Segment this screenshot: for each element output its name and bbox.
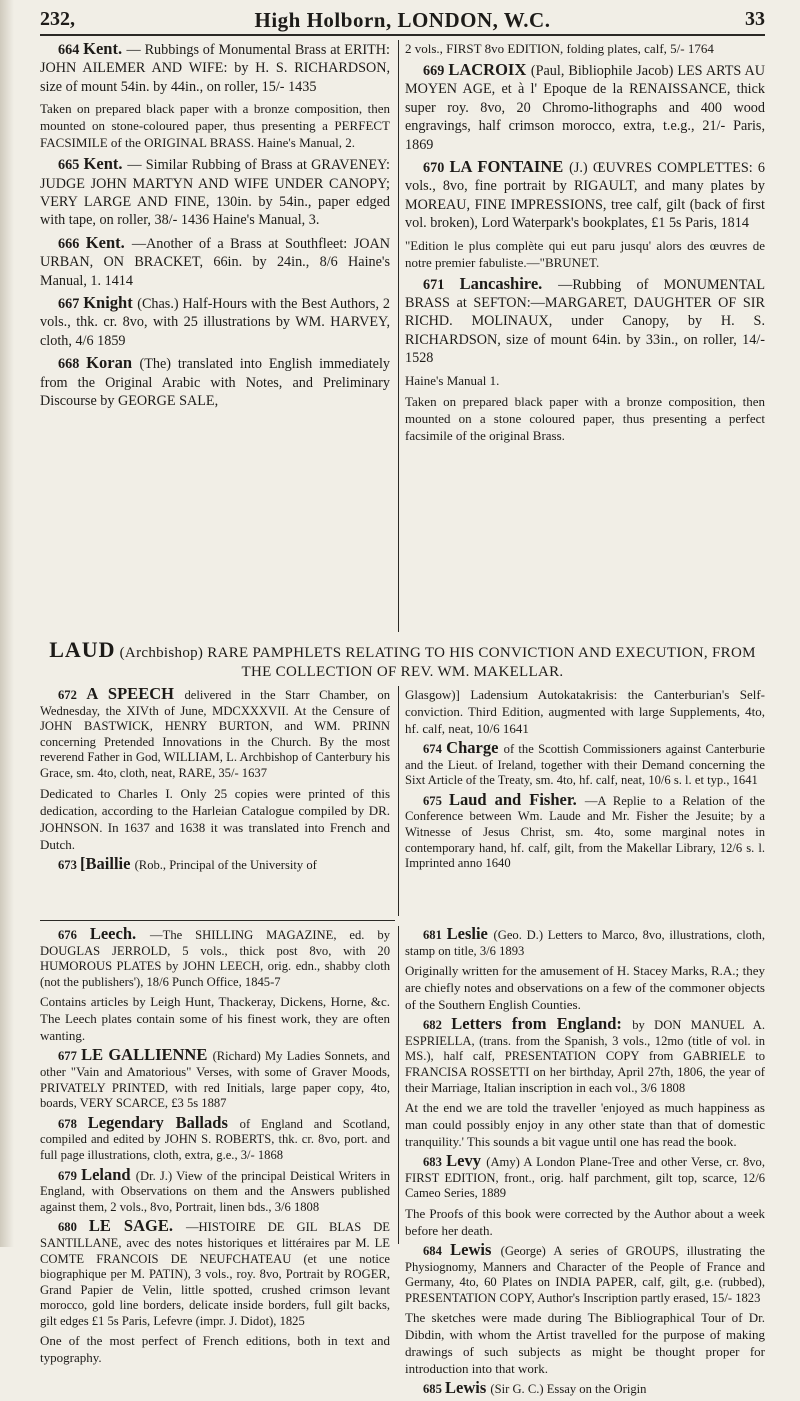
entry-heading: LE GALLIENNE — [81, 1045, 213, 1065]
entry-text: — Rubbings of Monumental Brass at ERITH: JOHN AILEMER AND WIFE: by H. S. RICHARDSON, size of mount 54in. by 44in., on roller, 15/- 1435 — [40, 42, 390, 95]
entry-text: (J.) ŒUVRES COMPLETTES: 6 vols., 8vo, fine portrait by RIGAULT, and many plates by MOREAU, FINE IMPRESSIONS, tree calf, gilt (back of first vol. broken), Lord Waterpark's bookplates, £1 5s Paris, 1814 — [405, 160, 765, 232]
entry-text: Glasgow)] Ladensium Autokatakrisis: the Canterburian's Self-conviction. Third Edition, augmented with large Supplements, 4to, hf. calf, neat, 10/6 1641 — [405, 687, 765, 736]
entry-text: delivered in the Starr Chamber, on Wednesday, the XIVth of June, MDCXXXVII. At the Censure of JOHN BASTWICK, HENRY BURTON, and WM. PRINN concerning Pretended Innovations in the Church. By the most reverend Father in God, WILLIAM, L. Archbishop of Canterbury his Grace, sm. 4to, cloth, neat, RARE, 35/- 1637 — [40, 688, 390, 780]
lot-number: 684 — [423, 1243, 451, 1258]
lot-number: 680 — [58, 1220, 89, 1235]
lot-number: 666 — [58, 235, 86, 252]
entry-note — [405, 40, 765, 57]
lot-number: 679 — [58, 1168, 82, 1183]
lot-number: 664 — [58, 42, 84, 58]
entry-heading: A SPEECH — [86, 684, 185, 703]
lot-number: 667 — [58, 296, 84, 313]
entry-text: — Similar Rubbing of Brass at GRAVENEY: JUDGE JOHN MARTYN AND WIFE UNDER CANOPY; VERY LARGE AND FINE, 130in. by 54in., paper edged with tape, on roller, 38/- 1436 Haine's Manual, 3. — [40, 157, 391, 229]
entry-heading: Letters from England: — [451, 1014, 633, 1034]
entry-text: At the end we are told the traveller 'enjoyed as much happiness as man could possibly enjoy in any other state than that of domestic tranquility.' This sounds a bit vague until one has read the book. — [405, 1100, 765, 1150]
lot-number: 677 — [58, 1049, 82, 1064]
catalogue-entry-669 — [405, 61, 765, 154]
entry-heading: [Baillie — [80, 853, 135, 873]
laud-section-title: LAUD — [49, 637, 116, 662]
entry-heading: Kent. — [83, 39, 127, 58]
entry-text: —Rubbing of MONUMENTAL BRASS at SEFTON:—MARGARET, DAUGHTER OF SIR RICHD. MOLINAUX, under Canopy, by H. S. RICHARDSON, size of mount 64in. by 33in., on roller, 14/- 1528 — [405, 276, 766, 367]
entry-heading: Leland — [81, 1164, 136, 1184]
lot-number: 671 — [423, 276, 460, 293]
entry-note — [405, 237, 765, 271]
entry-text: 2 vols., FIRST 8vo EDITION, folding plates, calf, 5/- 1764 — [405, 41, 714, 56]
entry-heading: LA FONTAINE — [449, 157, 570, 177]
entry-text: (Geo. D.) Letters to Marco, 8vo, illustrations, cloth, stamp on title, 3/6 1893 — [405, 928, 765, 958]
entry-text: —The SHILLING MAGAZINE, ed. by DOUGLAS JERROLD, 5 vols., thick post 8vo, with 20 HUMOROUS PLATES by JOHN LEECH, orig. edn., shabby cloth (not the publishers'), 18/6 Punch Office, 1845-7 — [40, 928, 390, 989]
entry-text: by DON MANUEL A. ESPRIELLA, (trans. from the Spanish, 3 vols., 12mo (title of vol. in MS.), half calf, PRESENTATION COPY from GABRIELE to FRANCISA ROSSETTI on her birthday, April 27th, 1806, the year of their Marriage, Italian inscription in each vol., 3/6 1808 — [405, 1018, 766, 1095]
lot-number: 674 — [423, 742, 447, 756]
catalogue-entry-673 — [40, 853, 390, 874]
entry-text: —HISTOIRE DE GIL BLAS DE SANTILLANE, avec des notes historiques et littéraires par M. LE COMTE FRANCOIS DE NEUFCHATEAU (et une notice biographique per M. PATIN), 3 vols., roy. 8vo, Portrait by ROGER, Grand Papier de Velin, little spotted, crushed crimson levant morocco, gold line borders, delicate inside borders, full gilt backs, gilt edges £1 5s Paris, Lefevre (impr. J. Didot), 1825 — [40, 1220, 390, 1328]
entry-heading: Lewis — [450, 1239, 501, 1259]
page-title: High Holborn, LONDON, W.C. — [254, 8, 551, 32]
catalogue-entry-677 — [40, 1047, 390, 1111]
entry-heading: Knight — [83, 293, 138, 313]
catalogue-entry-667 — [40, 294, 390, 350]
entry-text: (The) translated into English immediately from the Original Arabic with Notes, and Preliminary Discourse by GEORGE SALE, — [40, 356, 390, 410]
entry-text: Originally written for the amusement of H. Stacey Marks, R.A.; they are chiefly notes and observations on a few of the commoner objects of the Southern English Counties. — [405, 963, 765, 1013]
catalogue-entry-685 — [405, 1380, 765, 1398]
catalogue-entry-680 — [40, 1218, 390, 1329]
catalogue-entry-684 — [405, 1239, 765, 1306]
entry-text: "Edition le plus complète qui eut paru jusqu' alors des œuvres de notre premier fabuliste.—"BRUNET. — [405, 237, 765, 270]
catalogue-entry-681 — [405, 926, 765, 959]
entry-text: (Dr. J.) View of the principal Deistical Writers in England, with Observations on them and the Answers published against them, 2 vols., 8vo, Portrait, linen bds., 3/6 1808 — [40, 1168, 390, 1214]
entry-note — [40, 993, 390, 1044]
entry-heading: LACROIX — [448, 60, 531, 79]
laud-section-subtitle: (Archbishop) RARE PAMPHLETS RELATING TO HIS CONVICTION AND EXECUTION, FROM THE COLLECTION OF REV. WM. MAKELLAR. — [119, 645, 756, 680]
entry-heading: Lancashire. — [459, 273, 559, 293]
catalogue-entry-676 — [40, 926, 390, 990]
entry-text: The Proofs of this book were corrected by the Author about a week before her death. — [405, 1205, 765, 1238]
lot-number: 676 — [58, 928, 90, 942]
entry-heading: Kent. — [83, 154, 128, 174]
catalogue-entry-679 — [40, 1164, 390, 1216]
right-column-top — [405, 40, 765, 448]
catalogue-entry-675 — [405, 789, 765, 872]
catalogue-entry-671 — [405, 275, 765, 368]
entry-heading: Lewis — [445, 1378, 491, 1398]
right-column-laud — [405, 686, 765, 875]
entry-text: —Another of a Brass at Southfleet: JOAN URBAN, ON BRACKET, 66in. by 24in., 8/6 Haine's Manual, 1. 1414 — [40, 235, 390, 289]
right-column-bottom — [405, 926, 765, 1401]
entry-text: Taken on prepared black paper with a bronze composition, then mounted on stone-coloured paper, thus presenting a PERFECT FACSIMILE of the ORIGINAL BRASS. Haine's Manual, 2. — [40, 101, 390, 151]
lot-number: 678 — [58, 1116, 88, 1131]
catalogue-entry-672 — [40, 686, 390, 782]
entry-text: Haine's Manual 1. — [405, 372, 500, 388]
entry-heading: Leslie — [446, 924, 494, 943]
lot-number: 675 — [423, 793, 449, 808]
left-column-laud — [40, 686, 390, 876]
entry-note — [405, 1205, 765, 1239]
entry-note — [40, 1332, 390, 1366]
entry-heading: Laud and Fisher. — [448, 789, 585, 809]
entry-text: (Paul, Bibliophile Jacob) LES ARTS AU MOYEN AGE, et à l' Epoque de la RENAISSANCE, thick super roy. 8vo, 20 Chromo-lithographs and 400 wood engravings, half crimson morocco, extra, t.e.g., 21/- Paris, 1869 — [405, 63, 765, 153]
lot-number: 683 — [423, 1155, 447, 1170]
lot-number: 665 — [58, 157, 84, 174]
catalogue-entry-670 — [405, 158, 765, 233]
lot-number: 681 — [423, 928, 447, 942]
entry-text: of England and Scotland, compiled and edited by JOHN S. ROBERTS, thk. cr. 8vo, port. and full page illustrations, cloth, extra, g.e., 3/- 1868 — [40, 1116, 390, 1162]
entry-text: of the Scottish Commissioners against Canterburie and the Lieut. of Ireland, together with their Demand concerning the Sixt Article of the Treaty, sm. 4to, hf. calf, neat, 10/6 s. l. et typ., 1641 — [405, 742, 765, 788]
entry-note — [405, 393, 765, 444]
entry-text: Contains articles by Leigh Hunt, Thackeray, Dickens, Horne, &c. The Leech plates contain some of his finest work, they are often wanting. — [40, 994, 390, 1044]
catalogue-entry-683 — [405, 1153, 765, 1202]
catalogue-entry-668 — [40, 354, 390, 410]
entry-heading: Charge — [446, 738, 504, 757]
entry-text: (Amy) A London Plane-Tree and other Verse, cr. 8vo, FIRST EDITION, front., orig. half parchment, gilt top, scarce, 12/6 Cameo Series, 1889 — [405, 1155, 765, 1201]
entry-text: Dedicated to Charles I. Only 25 copies were printed of this dedication, according to the Harleian Catalogue compiled by DR. JOHNSON. In 1637 and 1638 it was translated into French and Dutch. — [40, 785, 390, 852]
entry-heading: Levy — [446, 1151, 487, 1171]
lot-number: 672 — [58, 688, 87, 702]
entry-text: Taken on prepared black paper with a bronze composition, then mounted on a stone coloured paper, thus presenting a perfect facsimile of the original Brass. — [405, 393, 765, 443]
page-edge-shadow — [0, 0, 14, 1247]
column-divider-mid — [398, 686, 399, 916]
lot-number: 668 — [58, 356, 87, 373]
lot-number: 682 — [423, 1018, 452, 1033]
entry-text: (Richard) My Ladies Sonnets, and other "Vain and Amatorious" Verses, with some of Graver Moods, PRIVATELY PRINTED, with red Initials, large paper copy, 4to, boards, VERY SCARCE, £3 5s 1887 — [40, 1049, 390, 1111]
entry-text: (George) A series of GROUPS, illustrating the Physiognomy, Manners and Character of the People of France and Germany, 4to, 60 Plates on INDIA PAPER, calf, gilt, g.e. (rubbed), PRESENTATION COPY, Author's Inscription partly erased, 15/- 1823 — [405, 1243, 765, 1305]
entry-note — [405, 1099, 765, 1150]
entry-note — [405, 686, 765, 737]
lot-number: 669 — [423, 63, 449, 79]
entry-heading: Leech. — [89, 924, 151, 943]
entry-text: (Chas.) Half-Hours with the Best Authors, 2 vols., thk. cr. 8vo, with 25 illustrations by WM. HARVEY, cloth, 4/6 1859 — [40, 296, 391, 349]
entry-note — [40, 100, 390, 151]
page-number: 33 — [745, 8, 765, 30]
column-divider-top — [398, 40, 399, 632]
entry-text: (Sir G. C.) Essay on the Origin — [490, 1382, 647, 1397]
lot-number: 673 — [58, 857, 81, 872]
entry-note — [405, 372, 765, 389]
lot-number: 685 — [423, 1382, 446, 1397]
entry-text: The sketches were made during The Bibliographical Tour of Dr. Dibdin, with whom the Artist travelled for the purpose of making drawings of such subjects as might be thought proper for introduction into that work. — [405, 1310, 765, 1377]
entry-heading: Kent. — [85, 232, 132, 252]
entry-heading: Legendary Ballads — [87, 1112, 240, 1132]
column-divider-bottom — [398, 926, 399, 1244]
entry-note — [405, 962, 765, 1013]
entry-text: —A Replie to a Relation of the Conference between Wm. Laude and Mr. Fisher the Jesuite; by a Witnesse of Jesus Christ, sm. 4to, some marginal notes in contemporary hand, hf. calf, gilt, from the Makellar Library, 12/6 s. l. Imprinted anno 1640 — [405, 793, 765, 871]
entry-text: One of the most perfect of French editions, both in text and typography. — [40, 1333, 390, 1366]
catalogue-entry-665 — [40, 155, 390, 230]
entry-heading: LE SAGE. — [88, 1216, 186, 1236]
catalogue-entry-674 — [405, 740, 765, 789]
laud-section-heading — [40, 637, 765, 682]
left-column-top — [40, 40, 390, 415]
entry-note — [40, 785, 390, 853]
entry-note — [405, 1309, 765, 1377]
entry-text: (Rob., Principal of the University of — [134, 857, 317, 872]
lot-number: 670 — [423, 160, 450, 177]
entry-heading: Koran — [86, 353, 140, 373]
left-column-bottom — [40, 926, 390, 1369]
page-header — [40, 6, 765, 36]
catalogue-entry-678 — [40, 1112, 390, 1164]
page-number-prefix: 232, — [40, 8, 75, 30]
catalogue-entry-666 — [40, 234, 390, 290]
catalogue-entry-664 — [40, 40, 390, 96]
catalogue-entry-682 — [405, 1016, 765, 1096]
section-rule — [40, 920, 395, 921]
